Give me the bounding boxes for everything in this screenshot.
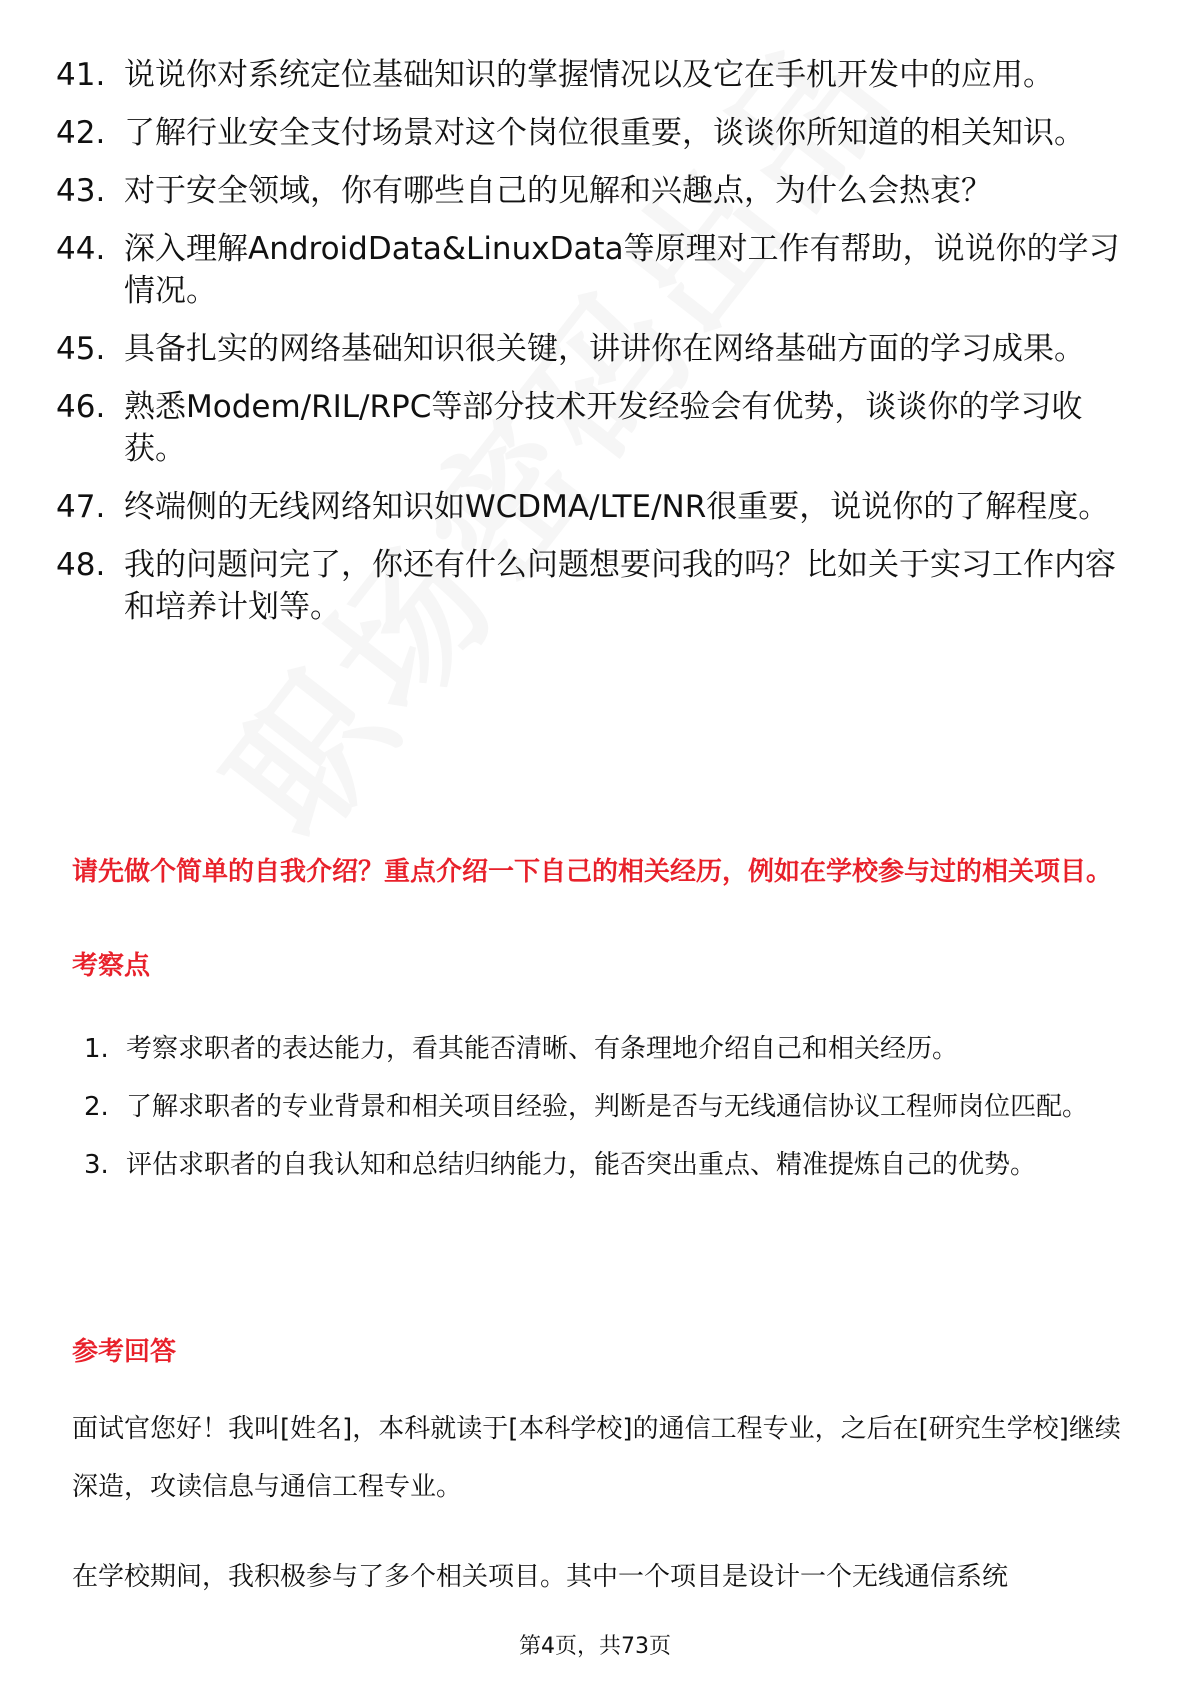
- point-number: 3.: [84, 1150, 109, 1180]
- question-number: 47.: [56, 489, 106, 525]
- answer-paragraph: 在学校期间，我积极参与了多个相关项目。其中一个项目是设计一个无线通信系统: [72, 1562, 1009, 1592]
- question-number: 44.: [56, 231, 106, 267]
- point-number: 1.: [84, 1034, 109, 1064]
- question-item: [56, 544, 1136, 628]
- question-item: [56, 328, 1136, 370]
- question-text: 具备扎实的网络基础知识很关键，讲讲你在网络基础方面的学习成果。: [124, 331, 1085, 367]
- question-number: 46.: [56, 389, 106, 425]
- question-item: [56, 228, 1136, 312]
- point-text: 了解求职者的专业背景和相关项目经验，判断是否与无线通信协议工程师岗位匹配。: [126, 1092, 1089, 1122]
- question-text: 对于安全领域，你有哪些自己的见解和兴趣点，为什么会热衷？: [124, 173, 992, 209]
- question-number: 41.: [56, 57, 106, 93]
- question-item: [56, 170, 1136, 212]
- question-item: [56, 486, 1136, 528]
- point-text: 评估求职者的自我认知和总结归纳能力，能否突出重点、精准提炼自己的优势。: [126, 1150, 1037, 1180]
- question-text: 我的问题问完了，你还有什么问题想要问我的吗？比如关于实习工作内容和培养计划等。: [124, 547, 1116, 625]
- question-number: 48.: [56, 547, 106, 583]
- question-text: 说说你对系统定位基础知识的掌握情况以及它在手机开发中的应用。: [124, 57, 1054, 93]
- point-item: [84, 1136, 1134, 1194]
- question-item: [56, 112, 1136, 154]
- question-text: 了解行业安全支付场景对这个岗位很重要，谈谈你所知道的相关知识。: [124, 115, 1085, 151]
- featured-question: 请先做个简单的自我介绍？重点介绍一下自己的相关经历，例如在学校参与过的相关项目。: [72, 857, 1113, 887]
- question-number: 45.: [56, 331, 106, 367]
- points-title: 考察点: [72, 951, 151, 981]
- question-text: 终端侧的无线网络知识如WCDMA/LTE/NR很重要，说说你的了解程度。: [124, 489, 1110, 525]
- question-list: [56, 54, 1136, 644]
- point-number: 2.: [84, 1092, 109, 1122]
- answer-title: 参考回答: [72, 1337, 177, 1367]
- question-number: 43.: [56, 173, 106, 209]
- question-number: 42.: [56, 115, 106, 151]
- page-footer: 第4页，共73页: [519, 1634, 671, 1659]
- points-list: [84, 1020, 1134, 1194]
- question-item: [56, 386, 1136, 470]
- question-text: 深入理解AndroidData&LinuxData等原理对工作有帮助，说说你的学习情况。: [124, 231, 1120, 309]
- answer-paragraph: 面试官您好！我叫[姓名]，本科就读于[本科学校]的通信工程专业，之后在[研究生学校]继续深造，攻读信息与通信工程专业。: [72, 1414, 1121, 1502]
- point-item: [84, 1020, 1134, 1078]
- question-item: [56, 54, 1136, 96]
- point-item: [84, 1078, 1134, 1136]
- question-text: 熟悉Modem/RIL/RPC等部分技术开发经验会有优势，谈谈你的学习收获。: [124, 389, 1083, 467]
- point-text: 考察求职者的表达能力，看其能否清晰、有条理地介绍自己和相关经历。: [126, 1034, 959, 1064]
